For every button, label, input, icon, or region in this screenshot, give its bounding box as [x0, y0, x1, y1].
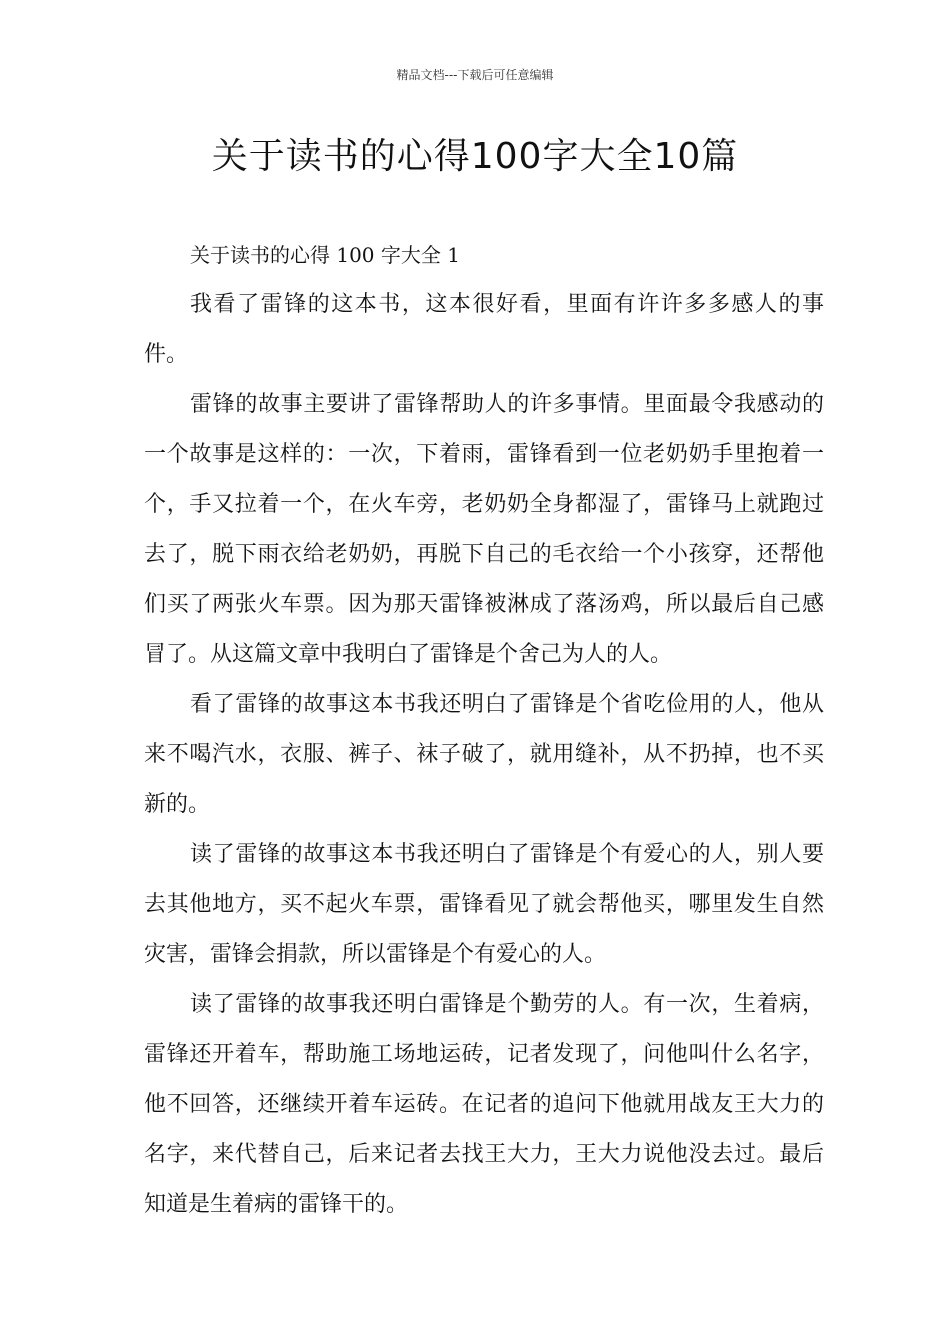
paragraph: 看了雷锋的故事这本书我还明白了雷锋是个省吃俭用的人，他从来不喝汽水，衣服、裤子、袜子破了，就用缝补，从不扔掉，也不买新的。: [144, 692, 824, 817]
document-title: 关于读书的心得100字大全10篇: [211, 136, 739, 177]
header-note: 精品文档---下载后可任意编辑: [396, 68, 554, 82]
paragraph: 读了雷锋的故事我还明白雷锋是个勤劳的人。有一次，生着病，雷锋还开着车，帮助施工场地运砖，记者发现了，问他叫什么名字，他不回答，还继续开着车运砖。在记者的追问下他就用战友王大力的名字，来代替自己，后来记者去找王大力，王大力说他没去过。最后知道是生着病的雷锋干的。: [144, 992, 824, 1217]
section-heading: 关于读书的心得 100 字大全 1: [190, 243, 460, 267]
paragraph: 雷锋的故事主要讲了雷锋帮助人的许多事情。里面最令我感动的一个故事是这样的：一次，下着雨，雷锋看到一位老奶奶手里抱着一个，手又拉着一个，在火车旁，老奶奶全身都湿了，雷锋马上就跑过去了，脱下雨衣给老奶奶，再脱下自己的毛衣给一个小孩穿，还帮他们买了两张火车票。因为那天雷锋被淋成了落汤鸡，所以最后自己感冒了。从这篇文章中我明白了雷锋是个舍己为人的人。: [144, 392, 824, 667]
document-body: [144, 230, 824, 1230]
paragraph: 读了雷锋的故事这本书我还明白了雷锋是个有爱心的人，别人要去其他地方，买不起火车票，雷锋看见了就会帮他买，哪里发生自然灾害，雷锋会捐款，所以雷锋是个有爱心的人。: [144, 842, 824, 967]
paragraph: 我看了雷锋的这本书，这本很好看，里面有许许多多感人的事件。: [144, 292, 824, 367]
